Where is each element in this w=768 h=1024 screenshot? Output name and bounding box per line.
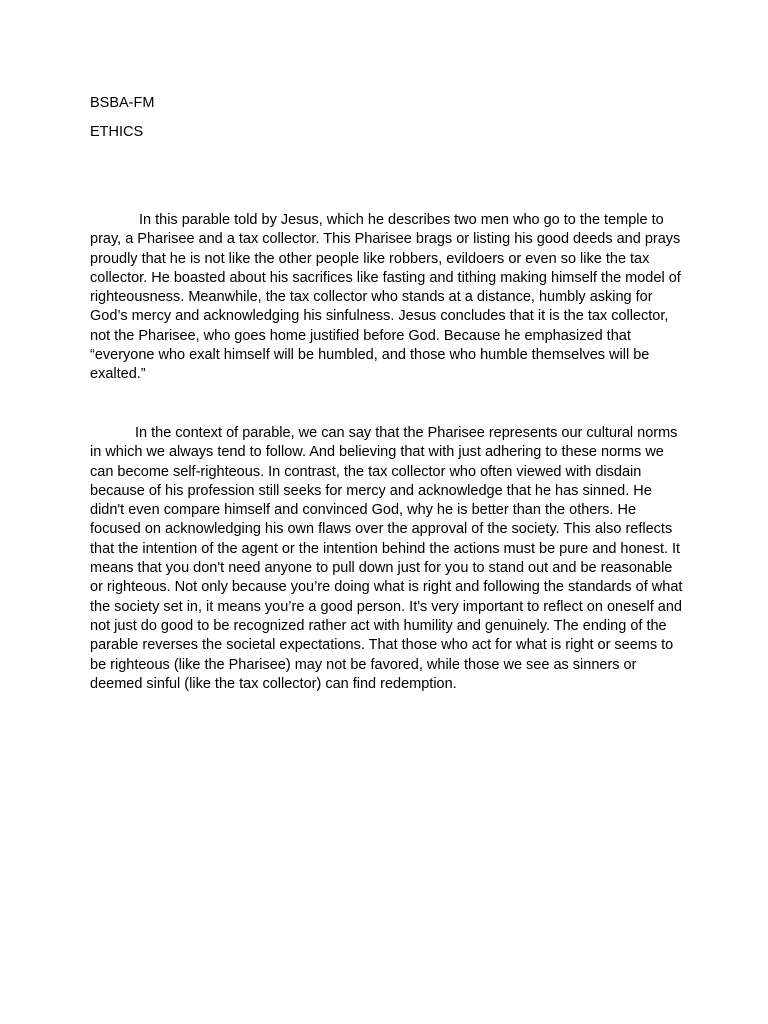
paragraph-2-text: In the context of parable, we can say that the Pharisee represents our cultural norms in which we always tend to follow. And believing that with just adhering to these norms we can become self-righteous. In contrast, the tax collector who often viewed with disdain because of his profession still seeks for mercy and acknowledge that he has sinned. He didn't even compare himself and convinced God, why he is better than the others. He focused on acknowledging his own flaws over the approval of the society. This also reflects that the intention of the agent or the intention behind the actions must be pure and honest. It means that you don't need anyone to pull down just for you to stand out and be reasonable or righteous. Not only because you’re doing what is right and following the standards of what the society set in, it means you’re a good person. It's very important to reflect on oneself and not just do good to be recognized rather act with humility and genuinely. The ending of the parable reverses the societal expectations. That those who act for what is right or seems to be righteous (like the Pharisee) may not be favored, while those we see as sinners or deemed sinful (like the tax collector) can find redemption. [90,425,683,692]
course-heading: BSBA-FM [90,95,155,111]
paragraph-1 [90,211,686,385]
subject-heading: ETHICS [90,124,144,140]
paragraph-2 [90,424,686,694]
paragraph-1-text: In this parable told by Jesus, which he describes two men who go to the temple to pray, a Pharisee and a tax collector. This Pharisee brags or listing his good deeds and prays proudly that he is not like the other people like robbers, evildoers or even so like the tax collector. He boasted about his sacrifices like fasting and tithing making himself the model of righteousness. Meanwhile, the tax collector who stands at a distance, humbly asking for God’s mercy and acknowledging his sinfulness. Jesus concludes that it is the tax collector, not the Pharisee, who goes home justified before God. Because he emphasized that “everyone who exalt himself will be humbled, and those who humble themselves will be exalted.” [90,212,681,383]
